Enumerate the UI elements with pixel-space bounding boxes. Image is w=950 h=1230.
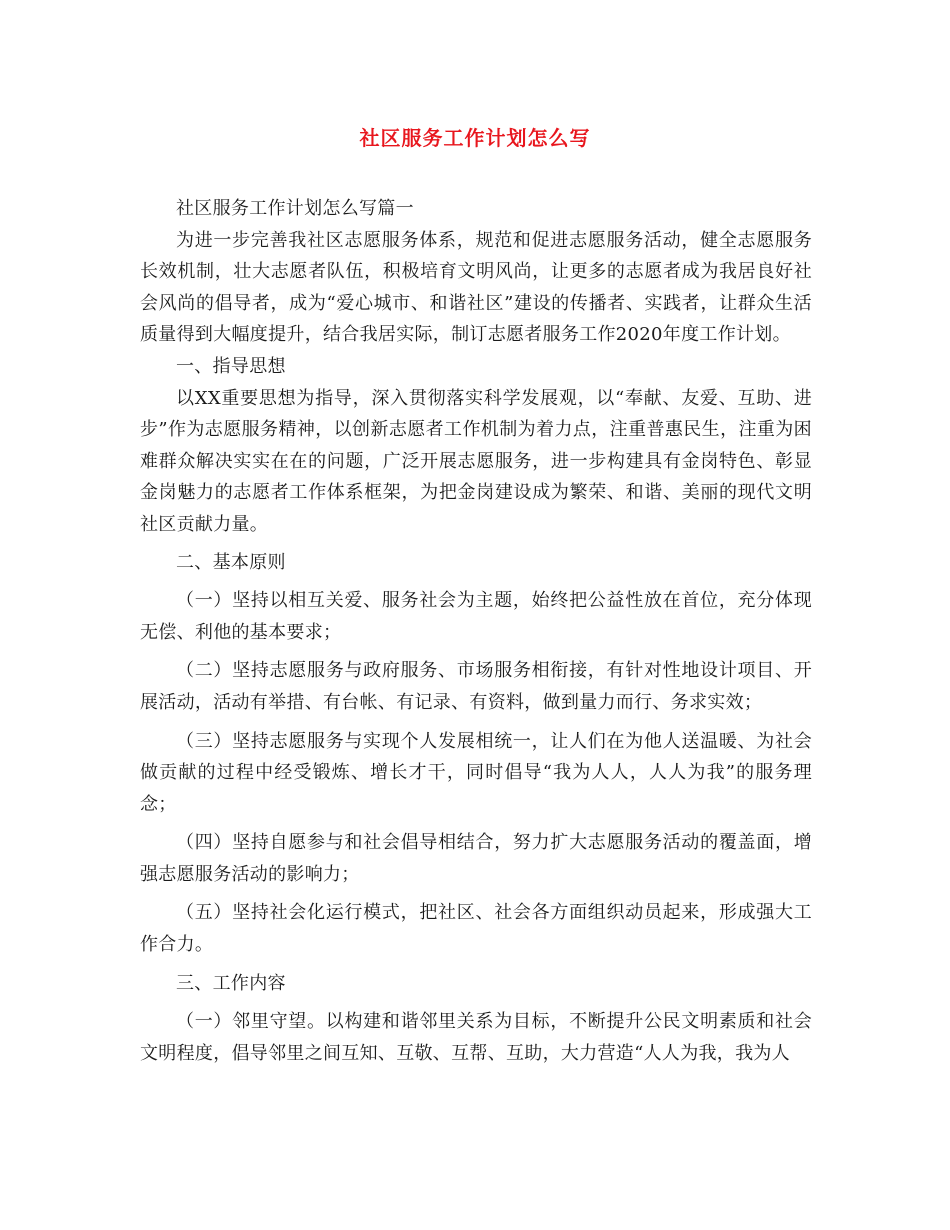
section-heading: 二、基本原则 <box>176 551 286 573</box>
document-body <box>140 193 812 1069</box>
section-heading: 社区服务工作计划怎么写篇一 <box>176 198 414 219</box>
section-heading: 三、工作内容 <box>176 972 286 994</box>
principle-item: （二）坚持志愿服务与政府服务、市场服务相衔接，有针对性地设计项目、开展活动，活动有举措、有台帐、有记录、有资料，做到量力而行、务求实效； <box>140 660 812 713</box>
principle-item: （五）坚持社会化运行模式，把社区、社会各方面组织动员起来，形成强大工作合力。 <box>140 902 812 956</box>
principle-item: （四）坚持自愿参与和社会倡导相结合，努力扩大志愿服务活动的覆盖面，增强志愿服务活动的影响力； <box>140 832 812 885</box>
principle-item: （三）坚持志愿服务与实现个人发展相统一，让人们在为他人送温暖、为社会做贡献的过程中经受锻炼、增长才干，同时倡导“我为人人，人人为我”的服务理念； <box>140 730 812 815</box>
paragraph-guiding-thought: 以XX重要思想为指导，深入贯彻落实科学发展观，以“奉献、友爱、互助、进步”作为志愿服务精神，以创新志愿者工作机制为着力点，注重普惠民生，注重为困难群众解决实实在在的问题，广泛开展志愿服务，进一步构建具有金岗特色、彰显金岗魅力的志愿者工作体系框架，为把金岗建设成为繁荣、和谐、美丽的现代文明社区贡献力量。 <box>140 387 812 535</box>
work-content-item: （一）邻里守望。以构建和谐邻里关系为目标，不断提升公民文明素质和社会文明程度，倡导邻里之间互知、互敬、互帮、互助，大力营造“人人为我，我为人 <box>140 1011 812 1064</box>
section-heading: 一、指导思想 <box>176 355 286 377</box>
document-title: 社区服务工作计划怎么写 <box>359 126 591 150</box>
principle-item: （一）坚持以相互关爱、服务社会为主题，始终把公益性放在首位，充分体现无偿、利他的基本要求； <box>140 590 812 643</box>
paragraph-intro: 为进一步完善我社区志愿服务体系，规范和促进志愿服务活动，健全志愿服务长效机制，壮大志愿者队伍，积极培育文明风尚，让更多的志愿者成为我居良好社会风尚的倡导者，成为“爱心城市、和谐社区”建设的传播者、实践者，让群众生活质量得到大幅度提升，结合我居实际，制订志愿者服务工作2020年度工作计划。 <box>140 229 812 346</box>
